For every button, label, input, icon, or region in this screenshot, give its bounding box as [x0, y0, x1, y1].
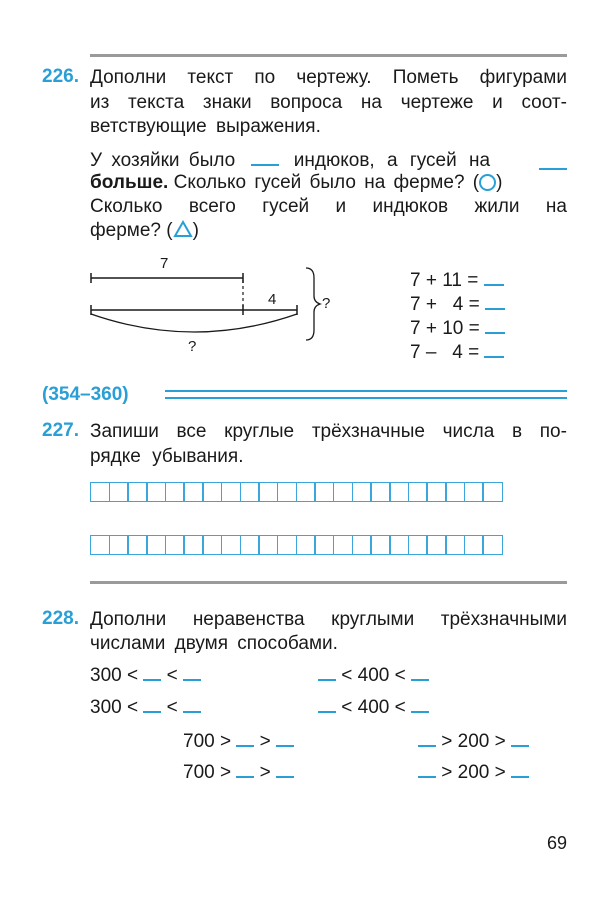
grid-cell[interactable] — [258, 482, 278, 502]
answer-blank[interactable] — [143, 661, 161, 681]
diagram-top-label: 7 — [160, 255, 169, 272]
grid-cell[interactable] — [370, 482, 390, 502]
answer-blank[interactable] — [236, 727, 254, 747]
grid-cell[interactable] — [127, 482, 147, 502]
inequality-lt-2: < 400 < — [318, 661, 429, 687]
task-228-line-1: Дополни неравенства круглыми трёхзначными — [90, 609, 567, 630]
section-double-rule — [165, 390, 567, 399]
grid-cell[interactable] — [464, 482, 484, 502]
answer-blank[interactable] — [418, 758, 436, 778]
grid-cell[interactable] — [352, 535, 372, 555]
inequality-lt-1: 300 < < — [90, 661, 201, 687]
answer-blank[interactable] — [511, 727, 529, 747]
grid-cell[interactable] — [445, 482, 465, 502]
inequality-lt-4: < 400 < — [318, 693, 429, 719]
expression-3: 7 + 10 = — [410, 314, 505, 340]
grid-cell[interactable] — [146, 535, 166, 555]
answer-blank[interactable] — [236, 758, 254, 778]
answer-blank[interactable] — [539, 150, 567, 170]
grid-cell[interactable] — [221, 482, 241, 502]
story-line-4: ферме? ( ) — [90, 220, 199, 241]
task-226-number: 226. — [42, 66, 79, 87]
grid-cell[interactable] — [333, 535, 353, 555]
grid-cell[interactable] — [408, 482, 428, 502]
answer-blank[interactable] — [318, 693, 336, 713]
answer-blank[interactable] — [484, 266, 504, 286]
answer-grid-1[interactable] — [90, 482, 503, 502]
diagram-bottom-question: ? — [188, 338, 197, 355]
grid-cell[interactable] — [202, 482, 222, 502]
grid-cell[interactable] — [333, 482, 353, 502]
section-range: (354–360) — [42, 384, 129, 405]
task-226-line-2: из текста знаки вопроса на чертеже и соот- — [90, 92, 567, 113]
segment-diagram — [86, 258, 346, 368]
answer-blank[interactable] — [318, 661, 336, 681]
answer-blank[interactable] — [143, 693, 161, 713]
grid-cell[interactable] — [389, 535, 409, 555]
grid-cell[interactable] — [314, 535, 334, 555]
answer-blank[interactable] — [484, 338, 504, 358]
circle-icon — [479, 174, 496, 191]
grid-cell[interactable] — [146, 482, 166, 502]
grid-cell[interactable] — [109, 482, 129, 502]
story-line-1: У хозяйки было индюков, а гусей на — [90, 146, 567, 173]
answer-blank[interactable] — [485, 290, 505, 310]
answer-blank[interactable] — [276, 758, 294, 778]
expression-4: 7 – 4 = — [410, 338, 504, 364]
grid-cell[interactable] — [426, 482, 446, 502]
story-line-2: больше. Сколько гусей было на ферме? ( ) — [90, 172, 503, 193]
grid-cell[interactable] — [352, 482, 372, 502]
grid-cell[interactable] — [277, 535, 297, 555]
answer-blank[interactable] — [251, 146, 279, 166]
task-227-line-1: Запиши все круглые трёхзначные числа в по- — [90, 421, 567, 442]
grid-cell[interactable] — [296, 535, 316, 555]
grid-cell[interactable] — [90, 482, 110, 502]
grid-cell[interactable] — [464, 535, 484, 555]
grid-cell[interactable] — [221, 535, 241, 555]
expression-2: 7 + 4 = — [410, 290, 505, 316]
triangle-icon — [173, 220, 193, 238]
task-227-line-2: рядке убывания. — [90, 446, 244, 467]
answer-grid-2[interactable] — [90, 535, 503, 555]
inequality-gt-4: > 200 > — [418, 758, 529, 784]
grid-cell[interactable] — [277, 482, 297, 502]
grid-cell[interactable] — [408, 535, 428, 555]
page-number: 69 — [546, 833, 567, 853]
diagram-segment-label: 4 — [268, 291, 277, 308]
answer-blank[interactable] — [183, 693, 201, 713]
grid-cell[interactable] — [183, 535, 203, 555]
grid-cell[interactable] — [314, 482, 334, 502]
grid-cell[interactable] — [202, 535, 222, 555]
task-226-line-1: Дополни текст по чертежу. Пометь фигурами — [90, 67, 567, 88]
grid-cell[interactable] — [426, 535, 446, 555]
grid-cell[interactable] — [445, 535, 465, 555]
grid-cell[interactable] — [370, 535, 390, 555]
diagram-brace-question: ? — [322, 295, 331, 312]
grid-cell[interactable] — [482, 482, 502, 502]
task-226-line-3: ветствующие выражения. — [90, 116, 321, 137]
grid-cell[interactable] — [240, 482, 260, 502]
answer-blank[interactable] — [511, 758, 529, 778]
inequality-gt-3: 700 > > — [183, 758, 294, 784]
answer-blank[interactable] — [411, 693, 429, 713]
top-divider — [90, 54, 567, 57]
inequality-lt-3: 300 < < — [90, 693, 201, 719]
grid-cell[interactable] — [165, 482, 185, 502]
answer-blank[interactable] — [485, 314, 505, 334]
answer-blank[interactable] — [276, 727, 294, 747]
grid-cell[interactable] — [183, 482, 203, 502]
grid-cell[interactable] — [109, 535, 129, 555]
expression-1: 7 + 11 = — [410, 266, 504, 292]
middle-divider — [90, 581, 567, 584]
answer-blank[interactable] — [411, 661, 429, 681]
inequality-gt-1: 700 > > — [183, 727, 294, 753]
grid-cell[interactable] — [258, 535, 278, 555]
task-228-line-2: числами двумя способами. — [90, 633, 338, 654]
grid-cell[interactable] — [296, 482, 316, 502]
grid-cell[interactable] — [482, 535, 502, 555]
answer-blank[interactable] — [183, 661, 201, 681]
answer-blank[interactable] — [418, 727, 436, 747]
grid-cell[interactable] — [165, 535, 185, 555]
grid-cell[interactable] — [240, 535, 260, 555]
grid-cell[interactable] — [127, 535, 147, 555]
inequality-gt-2: > 200 > — [418, 727, 529, 753]
grid-cell[interactable] — [90, 535, 110, 555]
task-228-number: 228. — [42, 608, 79, 629]
grid-cell[interactable] — [389, 482, 409, 502]
task-227-number: 227. — [42, 420, 79, 441]
story-line-3: Сколько всего гусей и индюков жили на — [90, 196, 567, 217]
